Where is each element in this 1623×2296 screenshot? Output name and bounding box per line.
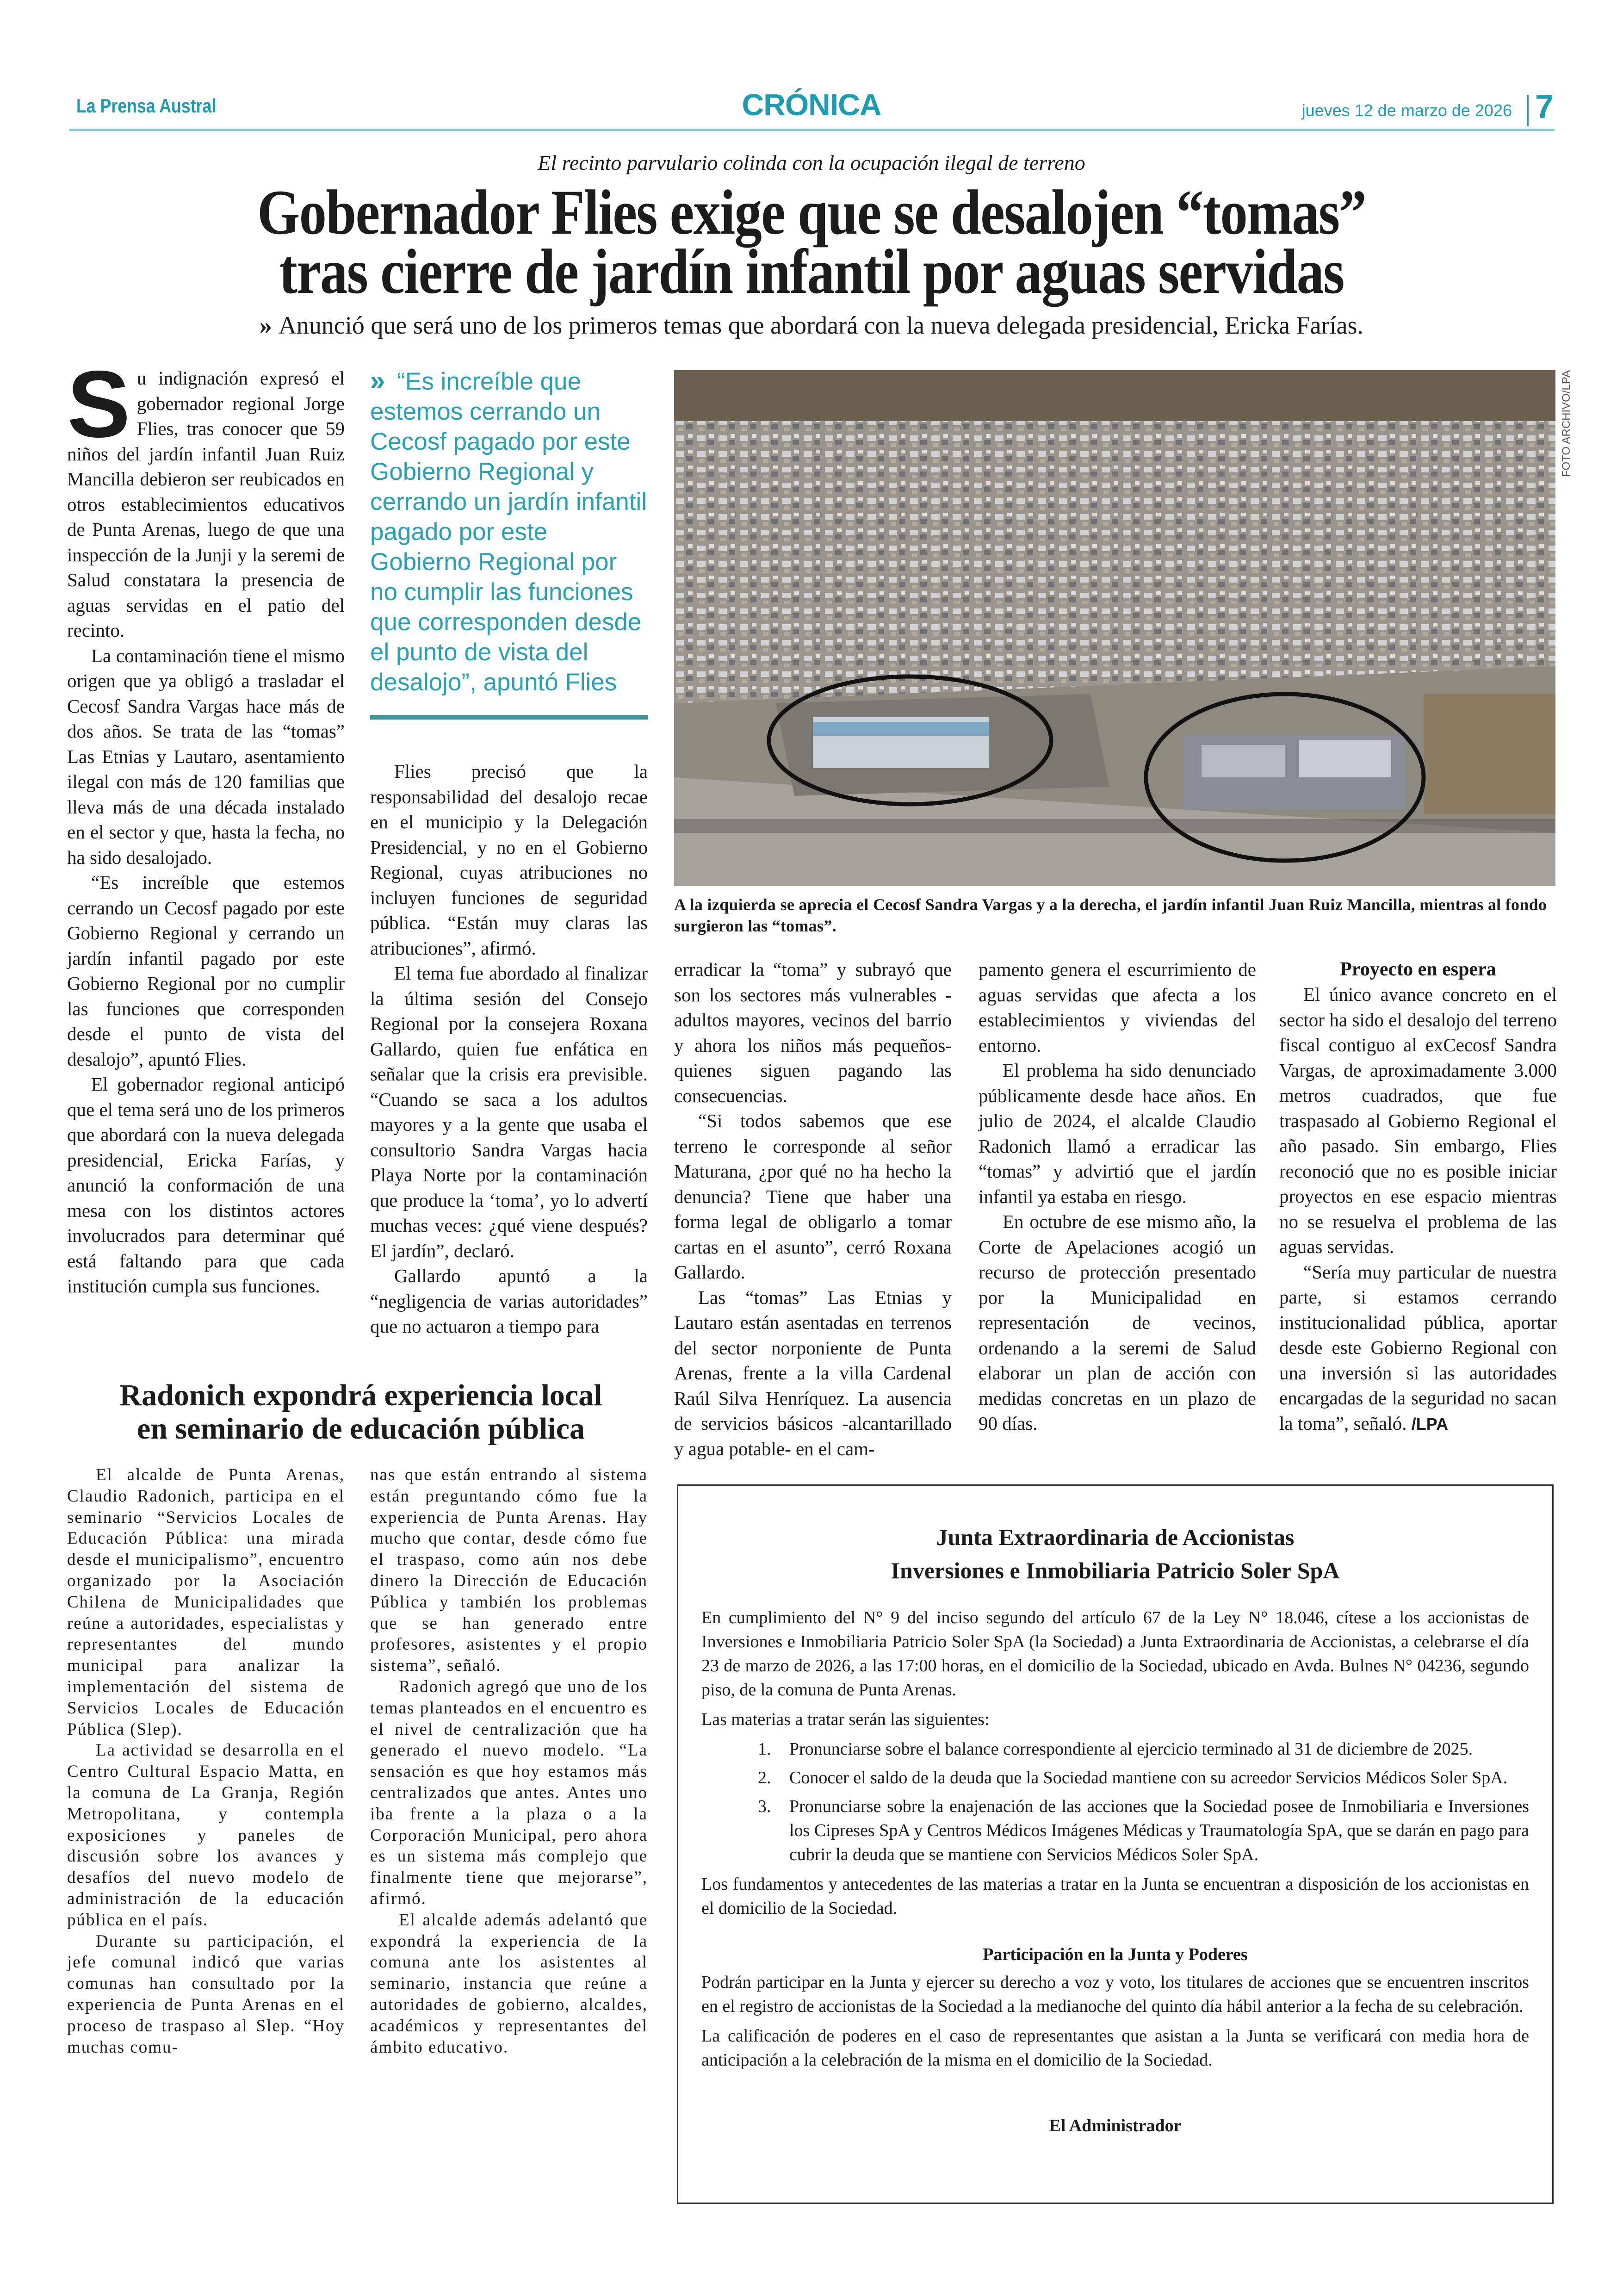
author-signature: /LPA (1411, 1414, 1449, 1433)
paragraph: nas que están entrando al sistema están preguntando cómo fue la experiencia de Punta Arenas. Hay mucho que contar, desde cómo fue el traspaso, como aún nos debe dinero la Dirección de Educación Pública y también los problemas que se han generado entre profesores, asistentes y el propio sistema”, señaló. (370, 1465, 648, 1675)
paragraph: El alcalde además adelantó que expondrá la experiencia de la comuna ante los asistentes al seminario, instancia que reúne a autoridades de gobierno, alcaldes, académicos y representantes del ámbito educativo. (370, 1910, 648, 2057)
paragraph-text: u indignación expresó el gobernador regional Jorge Flies, tras conocer que 59 niños del jardín infantil Juan Ruiz Mancilla debieron ser reubicados en otros establecimientos educativos de Punta Arenas, luego de que una inspección de la Junji y la seremi de Salud constatara la presencia de aguas servidas en el patio del recinto. (67, 367, 345, 641)
notice-title-line-1: Junta Extraordinaria de Accionistas (936, 1524, 1295, 1550)
header-rule (69, 129, 1555, 131)
drop-cap: S (67, 351, 130, 457)
headline-line-2: en seminario de educación pública (136, 1412, 585, 1446)
second-article-column-2 (370, 1464, 648, 2058)
photo-credit-text: FOTO ARCHIVO/LPA (1560, 370, 1573, 478)
notice-proxies: La calificación de poderes en el caso de representantes que asistan a la Junta se verificará con media hora de anticipación a la celebración de la misma en el domicilio de la Sociedad. (701, 2026, 1529, 2070)
pull-quote-rule (370, 715, 648, 720)
paragraph (1279, 1260, 1557, 1437)
legal-notice-box (677, 1484, 1554, 2204)
notice-matter: 3. Pronunciarse sobre la enajenación de las acciones que la Sociedad posee de Inmobiliaria e Inversiones los Cipreses SpA y Centros Médicos Imágenes Médicas y Traumatología SpA, que se darán en pago para cubrir la deuda que se mantiene con Servicios Médicos Soler SpA. (775, 1794, 1529, 1867)
photo-credit (1560, 370, 1579, 500)
page-number: 7 (1535, 88, 1554, 125)
newspaper-logo: La Prensa Austral (76, 95, 217, 117)
headline-line-2: tras cierre de jardín infantil por aguas servidas (279, 236, 1344, 307)
article-headline (114, 177, 1510, 307)
paragraph: Durante su participación, el jefe comunal indicó que varias comunas han consultado por la experiencia de Punta Arenas en el proceso de traspaso al Slep. “Hoy muchas comu- (67, 1931, 345, 2057)
paragraph: El tema fue abordado al finalizar la última sesión del Consejo Regional por la consejera Roxana Gallardo, quien fue enfática en señalar que la crisis era previsible. “Cuando se saca a los adultos mayores y a la gente que usaba el consultorio Sandra Vargas hacia Playa Norte por la contaminación que produce la ‘toma’, yo lo advertí muchas veces: ¿qué viene después? El jardín”, declaró. (370, 962, 648, 1261)
paragraph: En octubre de ese mismo año, la Corte de Apelaciones acogió un recurso de protección presentado por la Municipalidad en representación de vecinos, ordenando a la seremi de Salud elaborar un plan de acción con medidas concretas en un plazo de 90 días. (979, 1211, 1256, 1434)
paragraph-text: “Sería muy particular de nuestra parte, si estamos cerrando institucionalidad pública, aportar desde este Gobierno Regional con una inversión si las autoridades encargadas de la seguridad no sacan la toma”, señaló. (1279, 1261, 1557, 1434)
aerial-photo (674, 370, 1555, 886)
notice-matters-list (701, 1737, 1529, 1867)
notice-intro: En cumplimiento del N° 9 del inciso segundo del artículo 67 de la Ley N° 18.046, cítese a los accionistas de Inversiones e Inmobiliaria Patricio Soler SpA (la Sociedad) a Junta Extraordinaria de Accionistas, a celebrarse el día 23 de marzo de 2026, a las 17:00 horas, en el domicilio de la Sociedad, ubicado en Avda. Bulnes N° 04236, segundo piso, de la comuna de Punta Arenas. (701, 1608, 1529, 1700)
paragraph: Gallardo apuntó a la “negligencia de varias autoridades” que no actuaron a tiempo para (370, 1265, 648, 1337)
subheading: Proyecto en espera (1340, 959, 1496, 980)
paragraph: Las “tomas” Las Etnias y Lautaro están asentadas en terrenos del sector norponiente de Punta Arenas, frente a la villa Cardenal Raúl Silva Henríquez. La ausencia de servicios básicos -alcantarillado y agua potable- en el cam- (674, 1286, 952, 1459)
deck-text: Anunció que será uno de los primeros temas que abordará con la nueva delegada presidencial, Ericka Farías. (278, 311, 1364, 339)
photo-caption: A la izquierda se aprecia el Cecosf Sandra Vargas y a la derecha, el jardín infantil Juan Ruiz Mancilla, mientras al fondo surgieron las “tomas”. (674, 895, 1547, 935)
section-title: CRÓNICA (742, 87, 881, 122)
second-article-headline (67, 1379, 655, 1446)
paragraph: “Es increíble que estemos cerrando un Cecosf pagado por este Gobierno Regional y cerrando un jardín infantil pagado por este Gobierno Regional por no cumplir las funciones que corresponden desde el punto de vista del desalojo”, apuntó Flies. (67, 872, 345, 1070)
paragraph: El alcalde de Punta Arenas, Claudio Radonich, participa en el seminario “Servicios Locales de Educación Pública: una mirada desde el municipalismo”, encuentro organizado por la Asociación Chilena de Municipalidades que reúne a autoridades, especialistas y representantes del mundo municipal para analizar la implementación del sistema de Servicios Locales de Educación Pública (Slep). (67, 1465, 345, 1739)
double-chevron-right-icon: » (259, 311, 272, 339)
paragraph: erradicar la “toma” y subrayó que son los sectores más vulnerables -adultos mayores, vecinos del barrio y ahora los niños más pequeños- quienes siguen pagando las consecuencias. (674, 959, 952, 1106)
pull-quote (370, 366, 648, 697)
article-column-5 (1279, 957, 1557, 1437)
notice-fundamentos: Los fundamentos y antecedentes de las materias a tratar en la Junta se encuentran a disposición de los accionistas en el domicilio de la Sociedad. (701, 1874, 1529, 1918)
paragraph: El gobernador regional anticipó que el tema será uno de los primeros que abordará con la nueva delegada presidencial, Ericka Farías, y anunció la conformación de una mesa con los distintos actores involucrados para determinar qué está faltando para que cada institución cumpla sus funciones. (67, 1074, 345, 1297)
notice-subtitle: Participación en la Junta y Poderes (983, 1945, 1248, 1964)
article-deck (0, 311, 1623, 340)
notice-matter: 1. Pronunciarse sobre el balance correspondiente al ejercicio terminado al 31 de diciembre de 2025. (775, 1737, 1529, 1761)
notice-title (701, 1520, 1529, 1587)
paragraph: pamento genera el escurrimiento de aguas servidas que afecta a los establecimientos y viviendas del entorno. (979, 959, 1256, 1056)
double-chevron-right-icon: » (370, 366, 385, 396)
headline-line-1: Gobernador Flies exige que se desalojen “tomas” (257, 177, 1366, 248)
paragraph (67, 351, 345, 643)
page-number-divider (1527, 95, 1529, 126)
paragraph: “Si todos sabemos que ese terreno le corresponde al señor Maturana, ¿por qué no ha hecho la denuncia? Tiene que haber una forma legal de obligarlo a tomar cartas en el asunto”, cerró Roxana Gallardo. (674, 1110, 952, 1283)
issue-date: jueves 12 de marzo de 2026 (1301, 101, 1512, 120)
paragraph: Radonich agregó que uno de los temas planteados en el encuentro es el nivel de centralización que ha generado el nuevo modelo. “La sensación es que hoy estamos más centralizados que antes. Antes uno iba frente a la plaza o a la Corporación Municipal, pero ahora es un sistema más complejo que finalmente tiene que mejorarse”, afirmó. (370, 1677, 648, 1908)
notice-signature: El Administrador (1049, 2116, 1182, 2135)
article-column-4 (979, 957, 1256, 1436)
headline-line-1: Radonich expondrá experiencia local (119, 1378, 602, 1412)
notice-matters-intro: Las materias a tratar serán las siguientes: (701, 1710, 990, 1729)
notice-title-line-2: Inversiones e Inmobiliaria Patricio Soler SpA (891, 1558, 1340, 1583)
paragraph: Flies precisó que la responsabilidad del desalojo recae en el municipio y la Delegación Presidencial, y no en el Gobierno Regional, cuyas atribuciones no incluyen funciones de seguridad pública. “Están muy claras las atribuciones”, afirmó. (370, 761, 648, 959)
paragraph: La contaminación tiene el mismo origen que ya obligó a trasladar el Cecosf Sandra Vargas hace más de dos años. Se trata de las “tomas” Las Etnias y Lautaro, asentamiento ilegal con más de 120 familias que lleva más de una década instalado en el sector y que, hasta la fecha, no ha sido desalojado. (67, 645, 345, 868)
paragraph: La actividad se desarrolla en el Centro Cultural Espacio Matta, en la comuna de La Granja, Región Metropolitana, y contempla exposiciones y paneles de discusión sobre los avances y desafíos del nuevo modelo de administración de la educación pública en el país. (67, 1741, 345, 1930)
paragraph: El problema ha sido denunciado públicamente desde hace años. En julio de 2024, el alcalde Claudio Radonich llamó a erradicar las “tomas” y advirtió que el jardín infantil ya estaba en riesgo. (979, 1060, 1256, 1207)
second-article-column-1 (67, 1464, 345, 2058)
paragraph: El único avance concreto en el sector ha sido el desalojo del terreno fiscal contiguo al exCecosf Sandra Vargas, de aproximadamente 3.000 metros cuadrados, que fue traspasado al Gobierno Regional el año pasado. Sin embargo, Flies reconoció que no es posible iniciar proyectos en ese espacio mientras no se resuelva el problema de las aguas servidas. (1279, 984, 1557, 1257)
notice-matter: 2. Conocer el saldo de la deuda que la Sociedad mantiene con su acreedor Servicios Médicos Soler SpA. (775, 1766, 1529, 1790)
aerial-photo-image (674, 370, 1555, 886)
article-kicker: El recinto parvulario colinda con la ocupación ilegal de terreno (538, 151, 1085, 174)
notice-participation: Podrán participar en la Junta y ejercer su derecho a voz y voto, los titulares de acciones que se encuentren inscritos en el registro de accionistas de la Sociedad a la medianoche del quinto día hábil anterior a la fecha de su celebración. (701, 1973, 1529, 2016)
article-column-3 (674, 957, 952, 1461)
article-column-1 (67, 351, 345, 1299)
article-column-2 (370, 759, 648, 1339)
pull-quote-text: “Es increíble que estemos cerrando un Cecosf pagado por este Gobierno Regional y cerrando un jardín infantil pagado por este Gobierno Regional por no cumplir las funciones que corresponden desde el punto de vista del desalojo”, apuntó Flies (370, 368, 647, 696)
